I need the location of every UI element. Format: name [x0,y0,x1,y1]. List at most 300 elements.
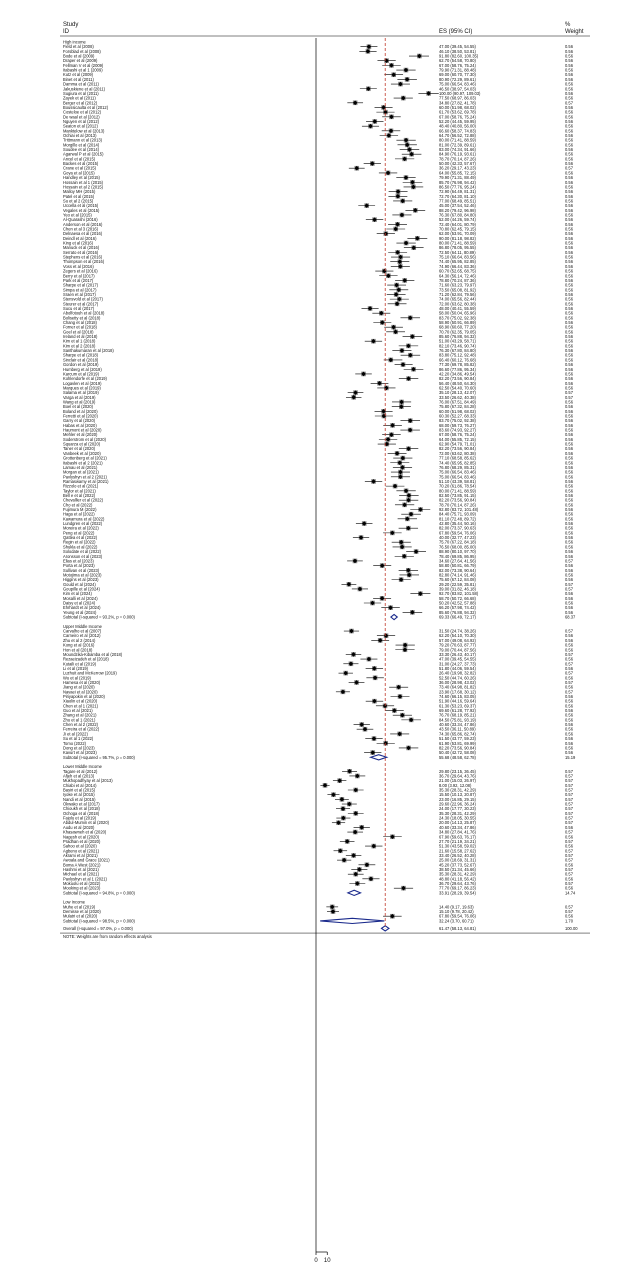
weight-label: 0.56 [565,338,573,344]
weight-label: 0.56 [565,334,573,340]
weight-label: 0.56 [565,862,573,868]
es-ci-label: 35.30 (28.31, 42.29) [439,871,476,877]
study-label: Deindl et al (2016) [63,235,97,241]
study-label: Sharpe et al (2018) [63,352,99,358]
study-label: Patel et al (2015) [63,193,95,199]
es-ci-label: 85.70 (76.98, 94.42) [439,179,476,185]
es-ci-label: 74.00 (65.56, 82.44) [439,296,476,302]
study-label: Ramaswamy et al (2021) [63,478,109,484]
study-label: Serrato et al (2016) [63,249,99,255]
study-label: Mokuolu et al (2022) [63,881,101,886]
es-ci-label: 72.00 (63.62, 80.38) [439,301,476,307]
weight-label: 0.56 [565,717,573,723]
study-label: Sullivan et al (2023) [63,567,100,573]
weight-label: 0.56 [565,521,573,527]
weight-label: 0.56 [565,58,573,64]
es-ci-label: 21.60 (15.58, 27.62) [439,848,476,854]
study-label: Fajolu et al (2019) [63,815,96,821]
weight-label: 0.56 [565,184,573,190]
es-ci-label: 70.20 (61.86, 78.54) [439,483,476,489]
weight-label: 0.57 [565,801,573,807]
study-label: Damma et al (2011) [63,81,99,87]
es-ci-label: 35.30 (28.31, 42.29) [439,810,476,816]
study-label: Goel et al (2018) [63,329,94,335]
study-label: Moundzika-Kibamba et al (2018) [63,651,123,657]
study-label: Ji et al (2022) [63,731,88,737]
weight-label: 0.56 [565,656,573,662]
es-ci-label: 34.60 (27.64, 41.56) [439,558,476,564]
study-label: Dong et al (2023) [63,745,95,751]
study-label: Lundgren et al (2022) [63,521,103,527]
es-ci-label: 84.90 (76.19, 93.61) [439,151,476,157]
es-ci-label: 48.40 (40.80, 56.00) [439,123,476,129]
weight-label: 0.57 [565,768,573,774]
es-ci-label: 76.70 (68.19, 85.21) [439,712,476,718]
es-ci-label: 24.00 (17.77, 30.23) [439,806,476,812]
es-ci-label: 74.60 (66.15, 83.05) [439,694,476,699]
es-ci-label: 42.20 (34.86, 49.54) [439,371,476,377]
es-ci-label: 48.00 (40.41, 55.59) [439,305,476,311]
weight-label: 0.56 [565,263,573,269]
es-ci-label: 39.00 (31.82, 46.18) [439,586,476,592]
es-ci-label: 72.00 (63.62, 80.38) [439,450,476,456]
study-label: Yeung et al (2024) [63,609,97,615]
weight-label: 0.56 [565,254,573,260]
study-label: Kohlendorfe et al (2019) [63,376,107,382]
study-label: Kim et al 2 (2018) [63,343,96,349]
es-ci-label: 67.00 (58.76, 75.24) [439,62,476,68]
es-ci-label: 86.60 (77.86, 95.34) [439,366,476,372]
study-label: Kawamura et al (2022) [63,516,105,522]
es-ci-label: 76.30 (67.80, 84.80) [439,348,476,354]
es-ci-label: 88.20 (79.42, 96.98) [439,207,476,213]
study-label: Cho et al (2022) [63,502,93,508]
es-ci-label: 67.00 (58.76, 75.24) [439,114,476,120]
study-label: Mukhopadhyay et al (2013) [63,778,113,784]
weight-label: 0.56 [565,726,573,732]
es-ci-label: 36.00 (28.98, 43.02) [439,679,476,685]
es-ci-label: 60.00 (51.98, 68.02) [439,408,476,414]
es-ci-label: 33.40 (26.52, 40.28) [439,852,476,858]
es-ci-label: 74.40 (65.95, 82.85) [439,259,476,265]
weight-label: 0.56 [565,249,573,255]
es-ci-label: 8.00 (3.92, 12.08) [439,782,472,788]
study-label: Su et al 2 (2015) [63,198,94,204]
header-es: ES (95% CI) [439,29,473,35]
es-ci-label: 77.50 (68.97, 86.03) [439,95,476,101]
es-ci-label: 75.10 (66.64, 83.56) [439,254,476,260]
study-label: Uccella et al (2015) [63,203,99,209]
es-ci-label: 36.70 (29.64, 43.76) [439,773,476,779]
study-label: Bolisetty et al (2018) [63,315,101,321]
weight-label: 0.56 [565,193,573,199]
es-ci-label: 58.90 (50.91, 66.89) [439,320,476,325]
es-ci-label: 33.30 (26.43, 40.17) [439,651,476,657]
weight-label: 0.56 [565,376,573,382]
weight-label: 0.56 [565,207,573,213]
study-label: Wu et al (2019) [63,675,91,681]
es-ci-label: 42.80 (35.44, 50.16) [439,521,476,527]
weight-label: 0.56 [565,48,573,54]
es-ci-label: 51.50 (43.77, 59.23) [439,736,476,742]
es-ci-label: 25.00 (18.69, 31.31) [439,857,476,863]
study-label: Ferretti et al (2020) [63,413,98,419]
es-ci-label: 35.30 (28.31, 42.29) [439,787,476,793]
weight-label: 0.57 [565,661,573,667]
study-label: Chang et al (2018) [63,320,97,325]
study-label: Jiang et al (2020) [63,684,95,690]
weight-label: 0.56 [565,62,573,68]
study-label: Zhu et al 2 (2014) [63,637,96,643]
weight-label: 0.56 [565,609,573,615]
es-ci-label: 40.60 (33.34, 47.86) [439,824,476,830]
weight-label: 0.56 [565,694,573,699]
es-ci-label: 50.40 (42.72, 58.08) [439,750,476,756]
study-label: Itabashi et al 2 (2021) [63,460,103,466]
es-ci-label: 64.70 (56.52, 72.88) [439,133,476,138]
study-label: Taylor et al (2021) [63,488,96,494]
study-label: Hossain et al 1 (2015) [63,179,104,185]
header-study: Study [63,22,79,28]
study-label: Higgins et al (2023) [63,577,99,583]
weight-label: 0.56 [565,175,573,181]
study-label: Elias et al (2023) [63,558,94,564]
es-ci-label: 75.70 (67.22, 84.18) [439,539,476,545]
es-ci-label: 29.80 (23.15, 36.45) [439,768,476,774]
study-label: Ancel et al (2015) [63,156,96,162]
weight-label: 0.56 [565,441,573,447]
weight-label: 0.56 [565,133,573,138]
x-tick-label: 0 [314,1258,318,1264]
study-label: Agbeno et al (2021) [63,848,99,854]
es-ci-label: 83.80 (75.12, 92.48) [439,352,476,358]
es-ci-label: 75.00 (66.54, 83.46) [439,474,476,480]
es-ci-label: 82.20 (73.56, 90.84) [439,745,476,751]
overall-label: Overall (I-squared = 97.0%, p = 0.000) [63,925,133,931]
study-label: Chen et al 2 (2022) [63,722,99,728]
study-label: Su et al 1 (2022) [63,736,94,742]
es-ci-label: 66.20 (57.98, 74.42) [439,605,476,611]
weight-label: 0.56 [565,226,573,232]
weight-label: 0.56 [565,516,573,522]
es-ci-label: 36.70 (29.64, 43.76) [439,881,476,886]
study-label: Ireland et al (2018) [63,334,98,340]
weight-label: 0.56 [565,731,573,737]
es-ci-label: 67.00 (58.76, 75.24) [439,432,476,438]
study-label: Backes et al (2015) [63,161,99,167]
study-label: Motojima et al (2023) [63,572,102,578]
es-ci-label: 48.80 (41.18, 56.42) [439,876,476,882]
study-label: Okwako et al (2017) [63,801,100,807]
es-ci-label: 82.50 (73.85, 91.15) [439,492,476,498]
weight-label: 0.56 [565,104,573,110]
weight-label: 0.56 [565,432,573,438]
weight-label: 0.57 [565,670,573,676]
es-ci-label: 72.70 (64.30, 81.10) [439,193,476,199]
es-ci-label: 56.40 (48.50, 64.30) [439,380,476,386]
study-label: Kutz et al (2009) [63,72,94,78]
weight-label: 0.56 [565,72,573,78]
weight-label: 0.56 [565,301,573,307]
es-ci-label: 69.00 (60.70, 77.30) [439,72,476,78]
es-ci-label: 52.00 (44.26, 59.74) [439,217,476,223]
study-label: Vanbeek et al (2020) [63,450,101,456]
study-label: Pavlyshyn et al 2 (2021) [63,474,107,480]
weight-label: 0.56 [565,474,573,480]
weight-label: 0.56 [565,642,573,648]
study-label: Moreira et al (2022) [63,525,99,531]
weight-label: 0.57 [565,815,573,821]
weight-label: 0.57 [565,792,573,798]
es-ci-label: 26.40 (19.98, 32.82) [439,670,476,676]
study-label: Stensvold et al (2017) [63,296,103,302]
study-label: Afjeh et al (2013) [63,773,95,779]
study-label: Hossain et al 2 (2015) [63,184,104,190]
es-ci-label: 92.70 (83.82, 101.58) [439,591,479,597]
es-ci-label: 24.30 (18.05, 30.55) [439,815,476,821]
study-label: Itabashi et al 1 (2009) [63,67,103,73]
weight-label: 0.57 [565,829,573,835]
es-ci-label: 50.20 (42.52, 57.88) [439,600,476,606]
weight-label: 0.56 [565,114,573,120]
weight-label: 0.56 [565,698,573,704]
weight-label: 0.57 [565,689,573,695]
es-ci-label: 64.00 (55.85, 72.15) [439,170,476,176]
weight-label: 0.56 [565,591,573,597]
study-label: Fujimura M (2022) [63,507,97,512]
weight-label: 0.56 [565,577,573,583]
es-ci-label: 57.00 (49.08, 64.92) [439,637,476,643]
weight-label: 0.56 [565,273,573,279]
weight-label: 0.57 [565,852,573,858]
study-label: Seaton et al (2012) [63,123,98,129]
study-label: Basiri et al (2015) [63,787,96,793]
study-label: Tagare et al (2012) [63,768,98,774]
es-ci-label: 72.40 (64.01, 80.79) [439,221,476,227]
es-ci-label: 79.00 (70.44, 87.56) [439,647,476,653]
weight-label: 0.56 [565,385,573,391]
group-heading: Lower Middle Income [63,764,102,770]
study-label: Morgan et al (2021) [63,469,99,475]
weight-label: 0.56 [565,231,573,237]
weight-label: 0.56 [565,90,573,96]
es-ci-label: 82.00 (73.38, 90.64) [439,567,476,573]
es-ci-label: 73.50 (65.08, 81.92) [439,287,476,293]
study-label: Boland et al (2020) [63,408,98,414]
weight-label: 0.56 [565,305,573,311]
weight-label: 0.56 [565,86,573,92]
weight-label: 0.56 [565,605,573,611]
es-ci-label: 69.33 (66.49, 72.17) [439,614,476,620]
es-ci-label: 74.30 (65.86, 82.74) [439,731,476,737]
weight-label: 0.56 [565,282,573,288]
study-label: Boussicaulta et al (2012) [63,104,109,110]
es-ci-label: 62.70 (54.58, 70.80) [439,58,476,64]
weight-label: 0.56 [565,235,573,241]
es-ci-label: 75.00 (66.54, 83.46) [439,469,476,475]
es-ci-label: 29.20 (22.59, 35.81) [439,581,476,587]
weight-label: 0.57 [565,838,573,844]
weight-label: 0.56 [565,291,573,297]
study-label: Mooking et al (2023) [63,885,101,891]
study-label: Hon et al (2018) [63,647,93,653]
es-ci-label: 68.00 (59.73, 76.27) [439,422,476,428]
weight-label: 0.56 [565,329,573,335]
es-ci-label: 72.50 (64.11, 80.89) [439,249,476,255]
weight-label: 0.56 [565,413,573,419]
weight-label: 0.56 [565,81,573,87]
study-label: Luzhuit and McKerrow (2019) [63,670,117,676]
es-ci-label: 31.50 (24.74, 38.26) [439,628,476,634]
es-ci-label: 82.80 (74.14, 91.46) [439,572,476,578]
weight-label: 100.00 [565,925,578,931]
study-label: Awoala and Grace (2021) [63,857,110,863]
study-label: Haumont et al (2020) [63,427,102,433]
es-ci-label: 74.90 (66.44, 83.36) [439,263,476,269]
es-ci-label: 21.00 (15.03, 26.97) [439,778,476,784]
weight-label: 0.56 [565,703,573,709]
study-label: Sahoo et al (2020) [63,843,97,849]
weight-label: 1.70 [565,918,573,924]
es-ci-label: 51.80 (44.06, 59.54) [439,665,476,671]
study-label: Costeloe et al (2012) [63,109,102,115]
es-ci-label: 76.30 (67.80, 84.80) [439,212,476,218]
weight-label: 0.56 [565,315,573,321]
es-ci-label: 75.60 (67.12, 84.08) [439,577,476,583]
weight-label: 0.56 [565,44,573,50]
weight-label: 0.56 [565,595,573,601]
study-label: Park et al (2017) [63,277,94,283]
study-label: Vegales et al (2015) [63,207,100,213]
study-label: Handley et al (2015) [63,175,100,181]
subtotal-diamond [371,755,387,760]
study-label: Porta et al (2023) [63,563,95,569]
study-label: Sucu et al (2017) [63,305,95,311]
study-label: Abolfotouh et al (2018) [63,310,105,316]
weight-label: 0.57 [565,848,573,854]
study-label: Demisse et al (2020) [63,909,101,915]
es-ci-label: 15.50 (10.13, 20.87) [439,792,476,798]
study-label: Grottenberg et al (2021) [63,455,107,461]
es-ci-label: 75.80 (67.32, 84.28) [439,404,476,410]
es-ci-label: 58.00 (50.04, 65.96) [439,310,476,316]
weight-label: 0.56 [565,399,573,405]
es-ci-label: 34.80 (27.82, 41.78) [439,100,476,106]
weight-label: 0.57 [565,390,573,396]
group-heading: Low Income [63,899,86,905]
weight-label: 0.57 [565,904,573,910]
es-ci-label: 36.20 (29.17, 43.23) [439,165,476,171]
es-ci-label: 66.40 (60.12, 76.68) [439,357,476,363]
weight-label: 0.56 [565,380,573,386]
weight-label: 0.56 [565,708,573,714]
study-label: Sugiura et al (2011) [63,90,99,96]
es-ci-label: 83.70 (75.02, 92.38) [439,418,476,424]
es-ci-label: 82.20 (73.56, 90.84) [439,497,476,503]
study-label: Anderson et al (2016) [63,221,103,227]
weight-label: 0.56 [565,245,573,251]
es-ci-label: 79.90 (71.31, 88.49) [439,175,476,181]
weight-label: 0.57 [565,778,573,784]
study-label: Ferreira et al (2022) [63,726,100,732]
weight-label: 0.56 [565,745,573,751]
study-label: Rizzolo et al (2021) [63,483,99,489]
header-id: ID [63,29,69,35]
weight-label: 0.56 [565,913,573,919]
es-ci-label: 76.00 (67.51, 84.49) [439,399,476,405]
es-ci-label: 80.90 (72.29, 89.61) [439,76,476,82]
es-ci-label: 90.00 (81.18, 98.82) [439,235,476,241]
study-label: Abdul-Mumin et al (2020) [63,820,109,826]
study-label: Sharpe et al (2017) [63,282,99,288]
study-label: Kim et al (2024) [63,591,92,597]
study-label: Mosalli et al (2024) [63,595,98,601]
study-label: Thompson et al (2016) [63,259,105,265]
es-ci-label: 35.10 (28.13, 42.07) [439,390,476,396]
weight-label: 15.19 [565,754,576,760]
study-label: Kim et al 1 (2018) [63,338,96,344]
study-label: Iyoke et al (2015) [63,792,95,798]
study-label: Daisy et al (2024) [63,600,96,606]
study-label: Morgillo et al (2014) [63,142,100,148]
es-ci-label: 33.50 (26.62, 40.38) [439,394,476,400]
study-label: Berry et al (2017) [63,273,95,279]
weight-label: 0.56 [565,362,573,368]
es-ci-label: 61.90 (53.81, 69.99) [439,740,476,746]
study-label: Akrami et al (2021) [63,852,98,858]
weight-label: 0.57 [565,820,573,826]
es-ci-label: 29.60 (22.96, 36.24) [439,801,476,807]
es-ci-label: 34.80 (27.84, 41.76) [439,829,476,835]
weight-label: 0.56 [565,843,573,849]
study-label: Yeo et al (2015) [63,212,92,218]
es-ci-label: 64.30 (56.14, 72.46) [439,273,476,279]
weight-label: 0.56 [565,418,573,424]
weight-label: 0.56 [565,483,573,489]
weight-label: 0.56 [565,95,573,101]
es-ci-label: 70.70 (62.35, 79.05) [439,329,476,335]
weight-label: 0.56 [565,156,573,162]
study-label: Audu et al (2020) [63,824,95,830]
weight-label: 0.57 [565,586,573,592]
weight-label: 0.56 [565,824,573,830]
study-label: Al-Quarashi (2016) [63,217,98,223]
es-ci-label: 73.40 (64.98, 81.82) [439,684,476,690]
weight-label: 0.56 [565,488,573,494]
weight-label: 0.57 [565,857,573,863]
es-ci-label: 60.70 (52.65, 68.75) [439,268,476,274]
weight-label: 0.57 [565,394,573,400]
subtotal-label: Subtotal (I-squared = 93.2%, p = 0.000) [63,614,135,620]
es-ci-label: 79.20 (70.63, 87.77) [439,642,476,648]
es-ci-label: 82.20 (73.56, 90.84) [439,376,476,382]
weight-label: 0.56 [565,876,573,882]
weight-label: 0.56 [565,189,573,195]
study-label: Soderstrom et al (2020) [63,436,107,442]
es-ci-label: 62.90 (54.79, 71.01) [439,441,476,447]
study-label: Hamesa et al (2020) [63,679,101,685]
es-ci-label: 79.90 (71.31, 88.48) [439,67,476,73]
weight-label: 0.57 [565,787,573,793]
study-label: Chen et al 3 (2016) [63,226,99,232]
study-label: King et al (2016) [63,240,94,246]
weight-label: 0.56 [565,740,573,746]
es-ci-label: 40.60 (33.34, 47.86) [439,722,476,728]
weight-label: 0.56 [565,455,573,461]
study-label: Peng et al (2022) [63,530,95,536]
es-ci-label: 84.40 (75.71, 93.09) [439,511,476,517]
study-label: Forsblad et al (2008) [63,48,101,54]
